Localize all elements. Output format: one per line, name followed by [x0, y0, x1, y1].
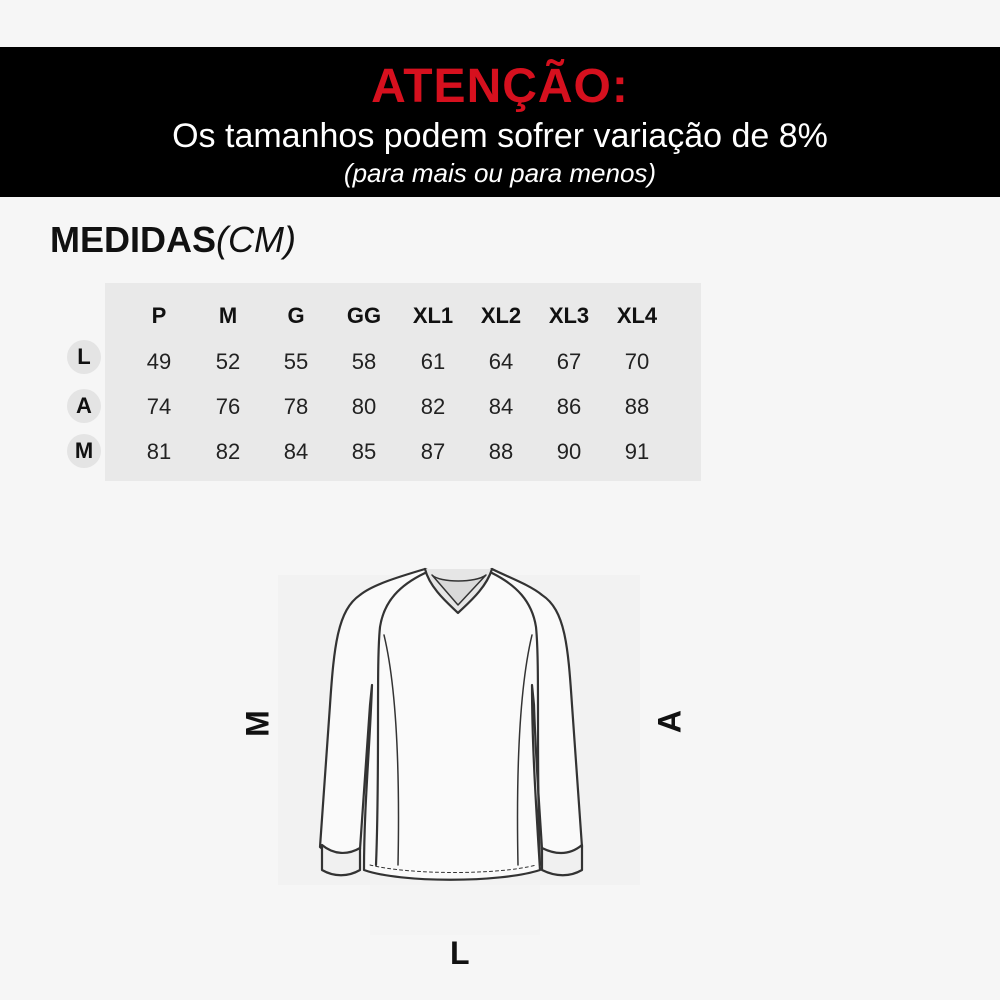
- warning-subtitle: Os tamanhos podem sofrer variação de 8%: [172, 117, 828, 155]
- size-header-gg: GG: [346, 303, 382, 328]
- table-cell: 78: [283, 394, 309, 419]
- measures-unit: (CM): [216, 219, 296, 260]
- table-cell: 61: [420, 349, 446, 374]
- table-cell: 86: [556, 394, 582, 419]
- table-cell: 85: [351, 439, 377, 464]
- table-cell: 52: [215, 349, 241, 374]
- long-sleeve-shirt-icon: [280, 565, 610, 885]
- table-cell: 84: [283, 439, 309, 464]
- table-cell: 80: [351, 394, 377, 419]
- warning-title: ATENÇÃO:: [371, 60, 629, 113]
- dimension-l-label: L: [450, 935, 470, 971]
- size-header-xl1: XL1: [412, 303, 454, 328]
- size-header-p: P: [151, 303, 167, 328]
- table-cell: 82: [215, 439, 241, 464]
- row-label-a: A: [67, 389, 101, 423]
- size-header-xl2: XL2: [480, 303, 522, 328]
- table-cell: 76: [215, 394, 241, 419]
- size-header-m: M: [218, 303, 238, 328]
- table-cell: 67: [556, 349, 582, 374]
- table-cell: 58: [351, 349, 377, 374]
- size-table: [105, 283, 701, 481]
- dimension-m-label: M: [239, 710, 276, 737]
- table-cell: 82: [420, 394, 446, 419]
- table-cell: 88: [624, 394, 650, 419]
- warning-note: (para mais ou para menos): [343, 158, 657, 188]
- table-cell: 81: [146, 439, 172, 464]
- table-cell: 90: [556, 439, 582, 464]
- size-header-xl4: XL4: [616, 303, 658, 328]
- table-cell: 87: [420, 439, 446, 464]
- table-cell: 70: [624, 349, 650, 374]
- table-cell: 88: [488, 439, 514, 464]
- dimension-a-label: A: [651, 709, 688, 734]
- row-label-m: M: [67, 434, 101, 468]
- measures-title-text: MEDIDAS: [50, 219, 217, 260]
- table-cell: 64: [488, 349, 514, 374]
- table-cell: 74: [146, 394, 172, 419]
- size-header-g: G: [287, 303, 305, 328]
- table-cell: 84: [488, 394, 514, 419]
- row-label-l: L: [67, 340, 101, 374]
- diagram-backdrop-lower: [370, 885, 540, 935]
- warning-banner: [0, 47, 1000, 197]
- table-cell: 91: [624, 439, 650, 464]
- table-cell: 49: [146, 349, 172, 374]
- size-header-xl3: XL3: [548, 303, 590, 328]
- measures-title: [50, 219, 296, 261]
- table-cell: 55: [283, 349, 309, 374]
